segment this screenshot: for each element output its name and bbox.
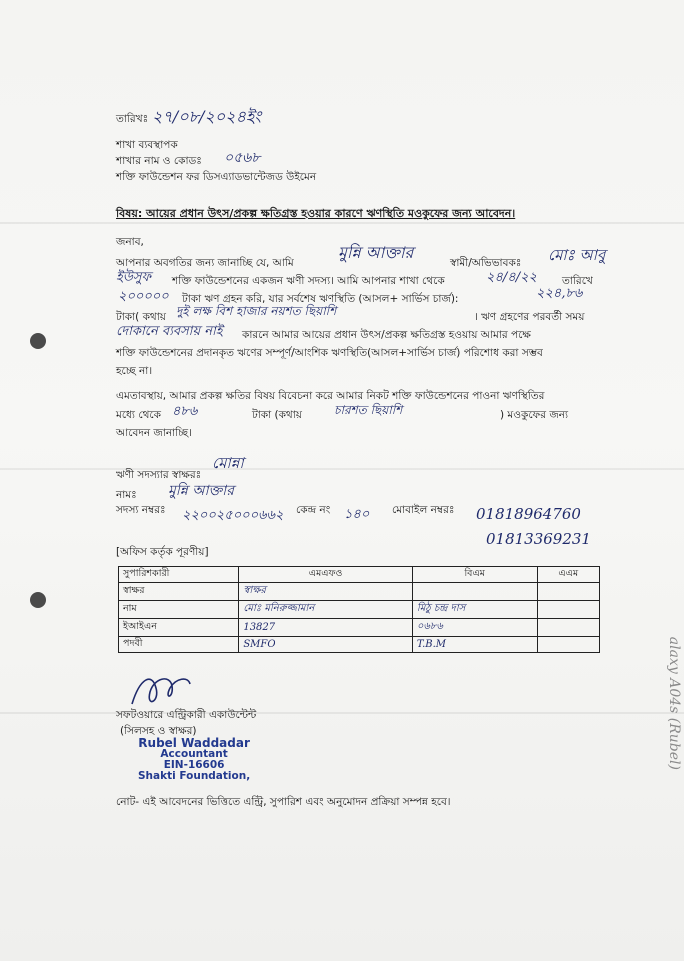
table-row — [119, 583, 600, 601]
member-name: মুন্নি আক্তার — [168, 483, 234, 499]
mobile-number-1: 01818964760 — [476, 505, 581, 523]
loan-amount: ২০০০০০ — [118, 289, 169, 304]
table-row — [119, 619, 600, 637]
body-text-3a: টাকা ঋণ গ্রহন করি, যার সর্বশেষ ঋণস্থিতি (আসল+ সার্ভিস চার্জ): — [182, 293, 459, 305]
camera-watermark: alaxy A04s (Rubel) — [666, 636, 682, 770]
body-text-1a: আপনার অবগতির জন্য জানাচ্ছি যে, আমি — [116, 257, 294, 269]
date-line — [116, 112, 148, 129]
body-text-7: হচ্ছে না। — [116, 365, 153, 377]
para2-text-2a: মধ্যে থেকে — [116, 409, 161, 421]
body-text-4a: টাকা( কথায় — [116, 311, 166, 323]
body-text-5: কারনে আমার আয়ের প্রধান উৎস/প্রকল্প ক্ষতিগ্রস্ত হওয়ায় আমার পক্ষে — [242, 329, 531, 341]
member-signature-label: ঋণী সদস্যার স্বাক্ষরঃ — [116, 469, 202, 481]
seal-ein: EIN-16606 — [163, 759, 225, 771]
damage-reason: দোকানে ব্যবসায় নাই — [116, 324, 223, 339]
seal-org: Shakti Foundation, — [138, 770, 251, 782]
para2-text-2b: টাকা (কথায় — [252, 409, 302, 421]
guardian-name-continued: ইউসুফ — [116, 270, 151, 285]
subject-line: বিষয়: আয়ের প্রধান উৎস/প্রকল্প ক্ষতিগ্রস্ত হওয়ার কারণে ঋণস্থিতি মওকুফের জন্য আবেদন। — [116, 207, 516, 220]
table-header: সুপারিশকারী — [119, 567, 239, 583]
row-label: স্বাক্ষর — [119, 583, 239, 601]
table-header-row — [119, 567, 600, 583]
footer-note: নোট- এই আবেদনের ভিত্তিতে এন্ট্রি, সুপারিশ এবং অনুমোদন প্রক্রিয়া সম্পন্ন হবে। — [116, 796, 451, 808]
branch-label: শাখার নাম ও কোডঃ — [116, 155, 202, 167]
seal-role: Accountant — [160, 748, 228, 760]
table-row — [119, 637, 600, 653]
salutation: জনাব, — [116, 236, 144, 248]
am-cell — [537, 619, 599, 637]
para2-text-1: এমতাবস্থায়, আমার প্রকল্প ক্ষতির বিষয় বিবেচনা করে আমার নিকট শক্তি ফাউন্ডেশনের পাওনা ঋণস্থিতির — [116, 390, 545, 402]
accountant-subtitle: (সিলসহ ও স্বাক্ষর) — [120, 725, 197, 737]
mfo-cell: মোঃ মনিরুজ্জামান — [239, 601, 413, 619]
body-text-2a: শক্তি ফাউন্ডেশনের একজন ঋণী সদস্য। আমি আপনার শাখা থেকে — [172, 275, 445, 287]
am-cell — [537, 583, 599, 601]
table-header: এমএফও — [239, 567, 413, 583]
body-text-6: শক্তি ফাউন্ডেশনের প্রদানকৃত ঋণের সম্পূর্ণ/আংশিক ঋণস্থিতি(আসল+সার্ভিস চার্জ) পরিশোধ করা সম্ভব — [116, 347, 543, 359]
office-caption: [অফিস কর্তৃক পূরণীয়] — [116, 546, 209, 558]
member-signature: মোন্না — [212, 454, 244, 472]
loan-date: ২৪/৪/২২ — [486, 270, 537, 285]
paper-fold — [0, 468, 684, 470]
accountant-title: সফটওয়ারে এন্ট্রিকারী একাউন্টেন্ট — [116, 709, 257, 721]
member-number: ২২০০২৫০০০৬৬২ — [182, 508, 284, 523]
para2-text-3: আবেদন জানাচ্ছি। — [116, 427, 192, 439]
row-label: পদবী — [119, 637, 239, 653]
date-label: তারিখঃ — [116, 113, 149, 125]
mobile-label: মোবাইল নম্বরঃ — [392, 504, 455, 516]
seal-name: Rubel Waddadar — [138, 736, 250, 750]
mobile-number-2: 01813369231 — [486, 530, 591, 548]
member-no-label: সদস্য নম্বরঃ — [116, 504, 166, 516]
addressee-line1: শাখা ব্যবস্থাপক — [116, 139, 178, 151]
mfo-cell: SMFO — [239, 637, 413, 653]
table-header: বিএম — [412, 567, 537, 583]
waiver-in-words: চারশত ছিয়াশি — [334, 403, 403, 417]
date-value: ২৭/০৮/২০২৪ইং — [152, 107, 262, 126]
paper-fold — [0, 712, 684, 714]
table-header: এএম — [537, 567, 599, 583]
mfo-cell: 13827 — [239, 619, 413, 637]
punch-hole — [30, 333, 46, 349]
row-label: ইআইএন — [119, 619, 239, 637]
body-text-2b: তারিখে — [562, 275, 593, 287]
body-text-4b: । ঋণ গ্রহণের পরবর্তী সময় — [474, 311, 585, 323]
am-cell — [537, 637, 599, 653]
office-table — [118, 566, 600, 653]
addressee-line3: শক্তি ফাউন্ডেশন ফর ডিসএ্যাডভান্টেজড উইমেন — [116, 171, 317, 183]
waiver-amount: ৪৮৬ — [172, 404, 198, 419]
member-name-label: নামঃ — [116, 489, 137, 501]
bm-cell: ০৬৮৬ — [412, 619, 537, 637]
punch-hole — [30, 592, 46, 608]
bm-cell — [412, 583, 537, 601]
guardian-name: মোঃ আবু — [548, 246, 606, 264]
am-cell — [537, 601, 599, 619]
para2-text-2c: ) মওকুফের জন্য — [500, 409, 569, 421]
loan-balance: ২২৪,৮৬ — [536, 286, 583, 301]
table-row — [119, 601, 600, 619]
bm-cell: মিঠু চন্দ্র দাস — [412, 601, 537, 619]
bm-cell: T.B.M — [412, 637, 537, 653]
branch-code: ০৫৬৮ — [224, 150, 261, 166]
row-label: নাম — [119, 601, 239, 619]
balance-in-words: দুই লক্ষ বিশ হাজার নয়শত ছিয়াশি — [176, 304, 337, 318]
center-label: কেন্দ্র নং — [296, 504, 331, 516]
mfo-cell: স্বাক্ষর — [239, 583, 413, 601]
borrower-name: মুন্নি আক্তার — [338, 243, 414, 262]
body-text-1b: স্বামী/অভিভাবকঃ — [450, 257, 522, 269]
accountant-seal — [138, 738, 250, 782]
center-number: ১৪০ — [344, 507, 370, 522]
